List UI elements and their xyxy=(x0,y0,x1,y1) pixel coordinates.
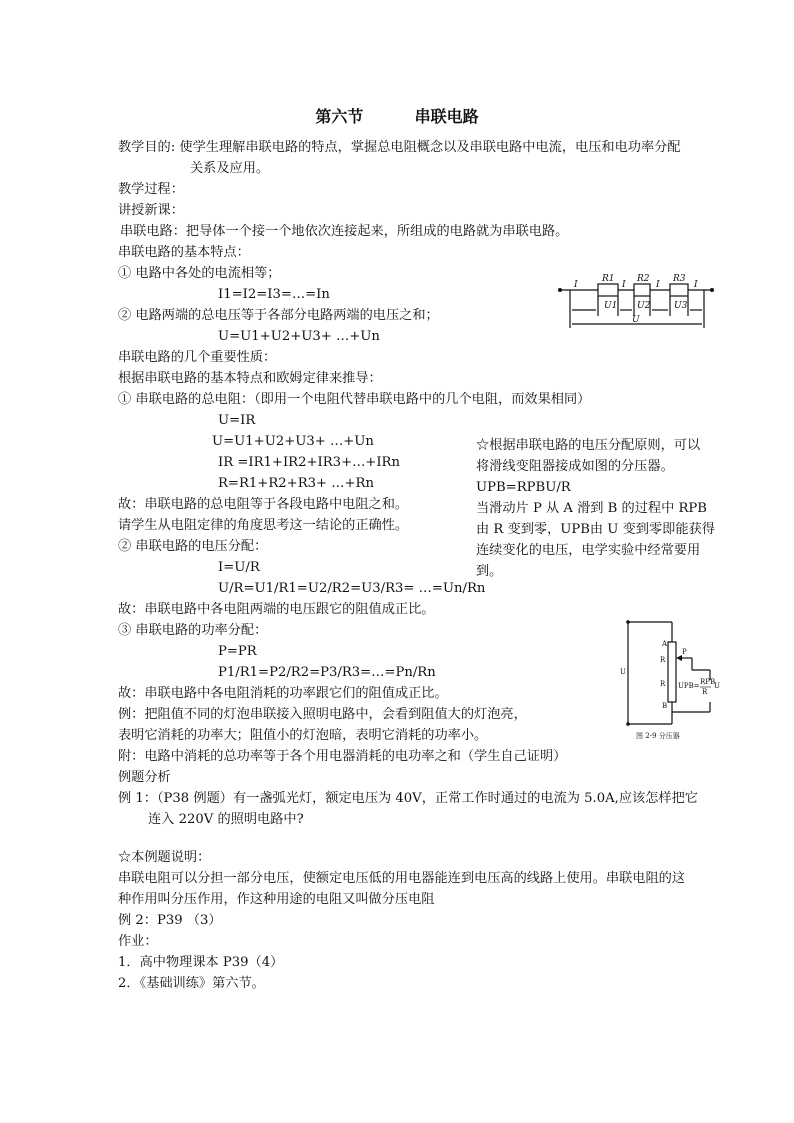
title-topic: 串联电路 xyxy=(414,107,479,126)
text-line: ① 电路中各处的电流相等； xyxy=(118,266,281,281)
side-note-line: 连续变化的电压，电学实验中经常要用 xyxy=(476,543,701,558)
fig1-label: I xyxy=(574,280,578,290)
formula-line: U=IR xyxy=(218,413,256,428)
side-note-line: 将滑线变阻器接成如图的分压器。 xyxy=(476,459,674,474)
text-line: 附：电路中消耗的总功率等于各个用电器消耗的电功率之和（学生自己证明） xyxy=(118,749,567,764)
fig1-label: U1 xyxy=(604,301,618,311)
formula-line: I=U/R xyxy=(218,560,260,575)
text-line: 例：把阻值不同的灯泡串联接入照明电路中，会看到阻值大的灯泡亮， xyxy=(118,707,527,722)
fig2-label: P xyxy=(682,648,687,656)
text-line: 串联电路的基本特点： xyxy=(118,245,250,260)
fig2-label: R xyxy=(660,680,666,688)
fig1-label: U2 xyxy=(637,301,651,311)
text-line: 串联电阻可以分担一部分电压，使额定电压低的用电器能连到电压高的线路上使用。串联电阻的这 xyxy=(118,871,686,886)
text-line: 讲授新课： xyxy=(118,203,184,218)
formula-line: P1/R1=P2/R2=P3/R3=…=Pn/Rn xyxy=(218,665,436,680)
voltage-divider-diagram xyxy=(614,612,724,742)
fig1-label: R3 xyxy=(673,274,686,284)
text-line: 表明它消耗的功率大；阻值小的灯泡暗，表明它消耗的功率小。 xyxy=(118,728,488,743)
text-line: 关系及应用。 xyxy=(190,161,270,176)
fig2-caption: 图 2-9 分压器 xyxy=(636,732,680,740)
text-line: 故：串联电路中各电阻两端的电压跟它的阻值成正比。 xyxy=(118,602,435,617)
formula-line: IR =IR1+IR2+IR3+…+IRn xyxy=(218,455,400,470)
text-line: 故：串联电路中各电阻消耗的功率跟它们的阻值成正比。 xyxy=(118,686,448,701)
text-line: ☆本例题说明： xyxy=(118,850,211,865)
text-line: 串联电路的几个重要性质： xyxy=(118,350,277,365)
fig1-label: R2 xyxy=(637,274,650,284)
side-note-line: 由 R 变到零，UPB由 U 变到零即能获得 xyxy=(476,522,715,537)
fig2-label: B xyxy=(662,702,668,710)
text-line: 例 2：P39 （3） xyxy=(118,913,222,928)
text-line: 串联电路：把导体一个接一个地依次连接起来，所组成的电路就为串联电路。 xyxy=(120,224,569,239)
text-line: 1．高中物理课本 P39（4） xyxy=(118,955,284,970)
fig2-label: RPB xyxy=(700,678,716,686)
fig1-label: U xyxy=(632,315,640,325)
formula-line: U=U1+U2+U3+ …+Un xyxy=(212,434,374,449)
text-line: 根据串联电路的基本特点和欧姆定律来推导： xyxy=(118,371,382,386)
formula-line: R=R1+R2+R3+ …+Rn xyxy=(218,476,374,491)
formula-line: P=PR xyxy=(218,644,257,659)
fig2-label: A xyxy=(662,640,668,648)
fig1-label: R1 xyxy=(602,274,615,284)
series-circuit-diagram xyxy=(556,270,716,332)
text-line: ① 串联电路的总电阻：（即用一个电阻代替串联电路中的几个电阻，而效果相同） xyxy=(118,392,591,407)
fig2-label: UPB= xyxy=(678,682,700,690)
text-line: 作业： xyxy=(118,934,158,949)
text-line: ② 电路两端的总电压等于各部分电路两端的电压之和； xyxy=(118,308,439,323)
text-line: 例 1：（P38 例题）有一盏弧光灯，额定电压为 40V，正常工作时通过的电流为 5.0A,应该怎样把它 xyxy=(118,791,698,806)
title-section: 第六节 xyxy=(315,107,364,126)
text-line: 请学生从电阻定律的角度思考这一结论的正确性。 xyxy=(118,518,409,533)
text-line: 种作用叫分压作用，作这种用途的电阻又叫做分压电阻 xyxy=(118,892,435,907)
text-line: 故：串联电路的总电阻等于各段电路中电阻之和。 xyxy=(118,497,409,512)
text-line: 教学过程： xyxy=(118,182,184,197)
text-line: 2．《基础训练》第六节。 xyxy=(118,976,265,991)
text-line: ③ 串联电路的功率分配： xyxy=(118,623,268,638)
fig2-label: R xyxy=(702,688,708,696)
fig1-label: I xyxy=(622,280,626,290)
text-line: ② 串联电路的电压分配： xyxy=(118,539,268,554)
fig2-label: R xyxy=(660,656,666,664)
side-note-formula: UPB=RPBU/R xyxy=(476,480,571,495)
text-line: 连入 220V 的照明电路中? xyxy=(148,812,304,827)
formula-line: U=U1+U2+U3+ …+Un xyxy=(218,329,380,344)
fig1-label: I xyxy=(694,280,698,290)
formula-line: I1=I2=I3=…=In xyxy=(218,287,330,302)
formula-line: U/R=U1/R1=U2/R2=U3/R3= …=Un/Rn xyxy=(218,581,486,596)
fig1-label: I xyxy=(656,280,660,290)
side-note-line: ☆根据串联电路的电压分配原则，可以 xyxy=(476,438,701,453)
page-title xyxy=(0,104,794,127)
side-note-line: 到。 xyxy=(476,564,503,579)
fig2-label: U xyxy=(714,682,720,690)
text-line: 教学目的: 使学生理解串联电路的特点，掌握总电阻概念以及串联电路中电流，电压和电功率分配 xyxy=(118,140,681,155)
text-line: 例题分析 xyxy=(118,770,171,785)
fig2-label: U xyxy=(620,668,626,676)
fig1-label: U3 xyxy=(674,301,688,311)
side-note-line: 当滑动片 P 从 A 滑到 B 的过程中 RPB xyxy=(476,501,707,516)
